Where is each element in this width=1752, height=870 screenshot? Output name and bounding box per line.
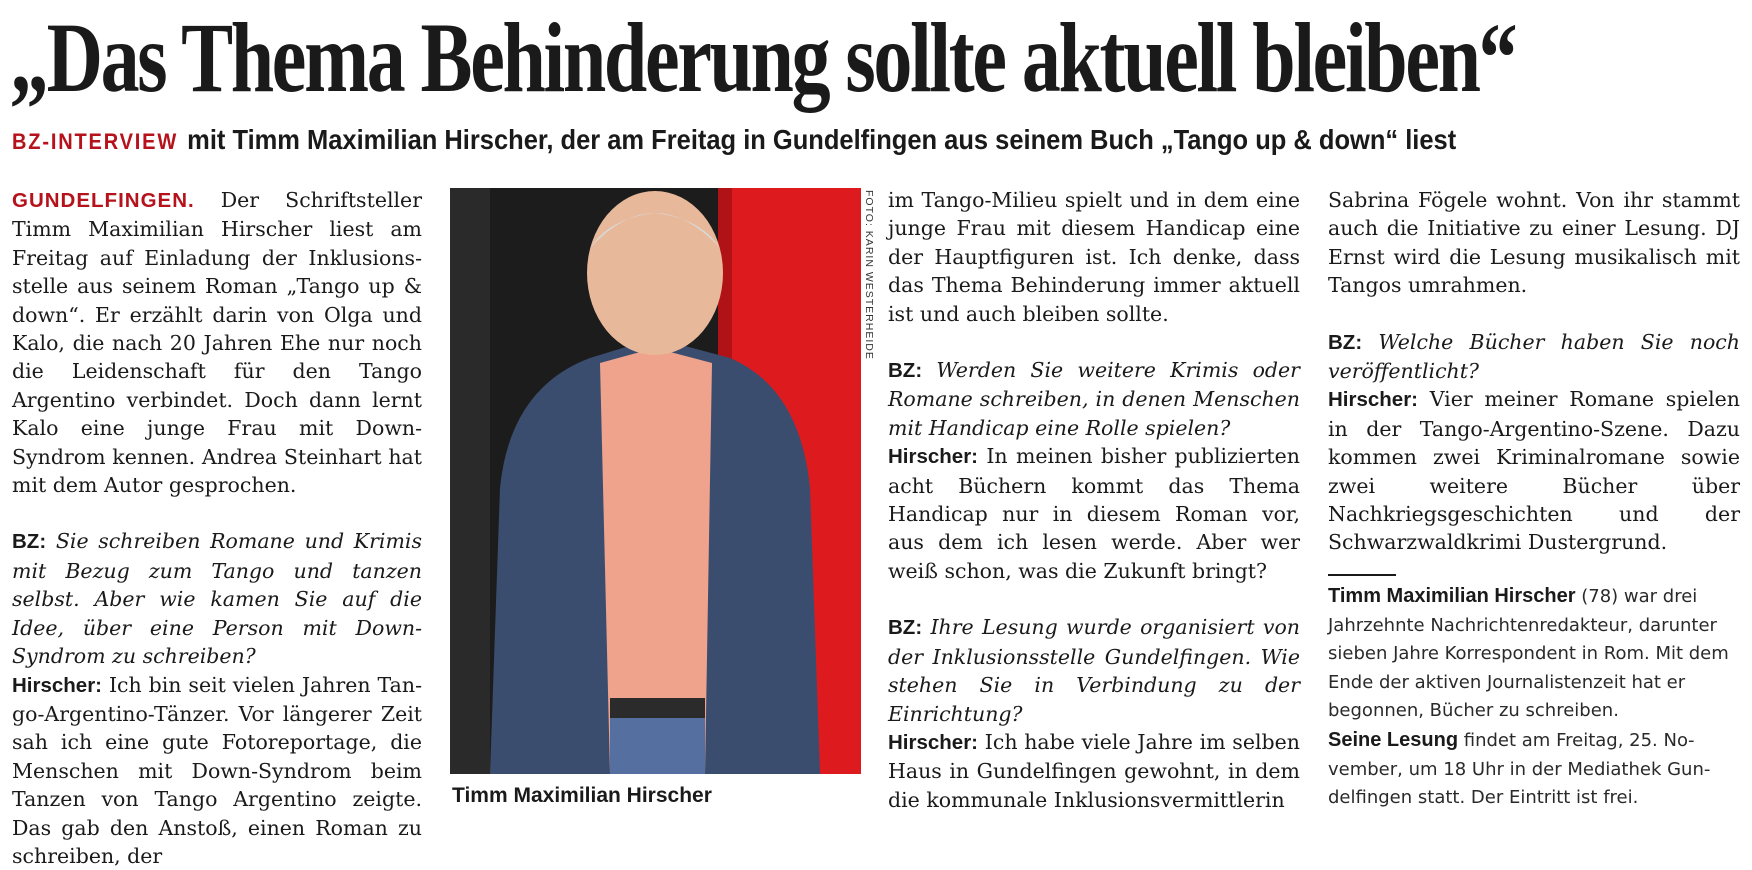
answer-label: Hirscher: [12, 674, 102, 697]
question-label: BZ: [1328, 331, 1362, 354]
answer-label: Hirscher: [1328, 388, 1418, 411]
author-photo [450, 188, 861, 774]
bio-text: (78) war drei Jahrzehnte Nachrichtenredakteur, darunter sieben Jahre Korrespondent in Rom. Mit dem Ende der aktiven Journalistenzeit hat er begonnen, Bücher zu schreiben. [1328, 586, 1729, 721]
answer-4 [1328, 385, 1740, 556]
question-label: BZ: [888, 359, 922, 382]
answer-1-continued: im Tango-Milieu spielt und in dem eine junge Frau mit diesem Handicap eine der Hauptfiguren ist. Ich denke, dass das Thema Behinderung immer aktuell ist und auch bleiben sollte. [888, 186, 1300, 328]
author-bio [1328, 582, 1740, 726]
bio-divider [1328, 574, 1396, 576]
bio-author-name: Timm Maximilian Hirscher [1328, 585, 1576, 607]
answer-1-text: Ich bin seit vielen Jahren Tango-Argentino-Tänzer. Vor längerer Zeit sah ich eine gute Fotoreportage, die Menschen mit Down-Syndrom beim Tanzen von Tango Argentino zeigte. Das gab den Anstoß, einen Roman zu schreiben, der [12, 673, 422, 868]
intro-text: Der Schriftsteller Timm Maximilian Hirscher liest am Freitag auf Einladung der Inklusionsstelle aus seinem Roman „Tango up & down“. Er erzählt darin von Olga und Kalo, die nach 20 Jahren Ehe nur noch die Leidenschaft für den Tango Argentino verbindet. Doch dann lernt Kalo eine junge Frau mit Down-Syndrom kennen. Andrea Steinhart hat mit dem Autor gesprochen. [12, 188, 422, 497]
event-label: Seine Lesung [1328, 729, 1458, 751]
headline: „Das Thema Behinderung sollte aktuell bleiben“ [10, 8, 1367, 108]
question-3 [888, 613, 1300, 728]
question-2-text: Werden Sie weitere Krimis oder Romane schreiben, in denen Menschen mit Handicap eine Rolle spielen? [888, 358, 1300, 440]
answer-3 [888, 728, 1300, 814]
photo-credit: FOTO: KARIN WESTERHEIDE [863, 190, 875, 360]
question-2 [888, 356, 1300, 442]
question-1 [12, 527, 422, 670]
answer-2-text: In meinen bisher publizierten acht Büchern kommt das Thema Handicap nur in diesem Roman vor, aus dem ich lesen werde. Aber wer weiß schon, was die Zukunft bringt? [888, 444, 1300, 583]
dateline: GUNDELFINGEN. [12, 189, 195, 212]
answer-4-text: Vier meiner Romane spielen in der Tango-Argentino-Szene. Dazu kommen zwei Kriminalromane sowie zwei weitere Bücher über Nachkriegsgeschichten und der Schwarzwaldkrimi Dustergrund. [1328, 387, 1740, 554]
interview-kicker: BZ-INTERVIEW [12, 129, 178, 154]
question-4 [1328, 328, 1740, 386]
event-text: findet am Freitag, 25. November, um 18 Uhr in der Mediathek Gundelfingen statt. Der Eintritt ist frei. [1328, 730, 1710, 808]
answer-3-continued: Sabrina Fögele wohnt. Von ihr stammt auch die Initiative zu einer Lesung. DJ Ernst wird die Lesung musikalisch mit Tangos umrahmen. [1328, 186, 1740, 300]
question-label: BZ: [888, 616, 922, 639]
article-column-4 [1328, 186, 1740, 557]
question-3-text: Ihre Lesung wurde organisiert von der Inklusionsstelle Gundelfingen. Wie stehen Sie in Verbindung zu der Einrichtung? [888, 615, 1300, 725]
intro-paragraph [12, 186, 422, 499]
article-column-3 [888, 186, 1300, 814]
question-label: BZ: [12, 530, 46, 553]
question-1-text: Sie schreiben Romane und Krimis mit Bezug zum Tango und tanzen selbst. Aber wie kamen Sie auf die Idee, über eine Person mit Down-Syndrom zu schreiben? [12, 529, 422, 668]
article-column-1 [12, 186, 422, 870]
question-4-text: Welche Bücher haben Sie noch veröffentlicht? [1328, 330, 1740, 383]
event-info [1328, 726, 1740, 813]
answer-2 [888, 442, 1300, 585]
answer-label: Hirscher: [888, 445, 978, 468]
author-portrait-image [450, 188, 861, 774]
subheadline [12, 124, 1456, 156]
subheadline-text: mit Timm Maximilian Hirscher, der am Freitag in Gundelfingen aus seinem Buch „Tango up & down“ liest [187, 124, 1456, 155]
author-bio-box [1328, 582, 1740, 813]
answer-1 [12, 671, 422, 870]
photo-caption: Timm Maximilian Hirscher [452, 784, 712, 808]
answer-3-text: Ich habe viele Jahre im selben Haus in Gundelfingen gewohnt, in dem die kommunale Inklusionsvermittlerin [888, 730, 1300, 812]
answer-label: Hirscher: [888, 731, 978, 754]
